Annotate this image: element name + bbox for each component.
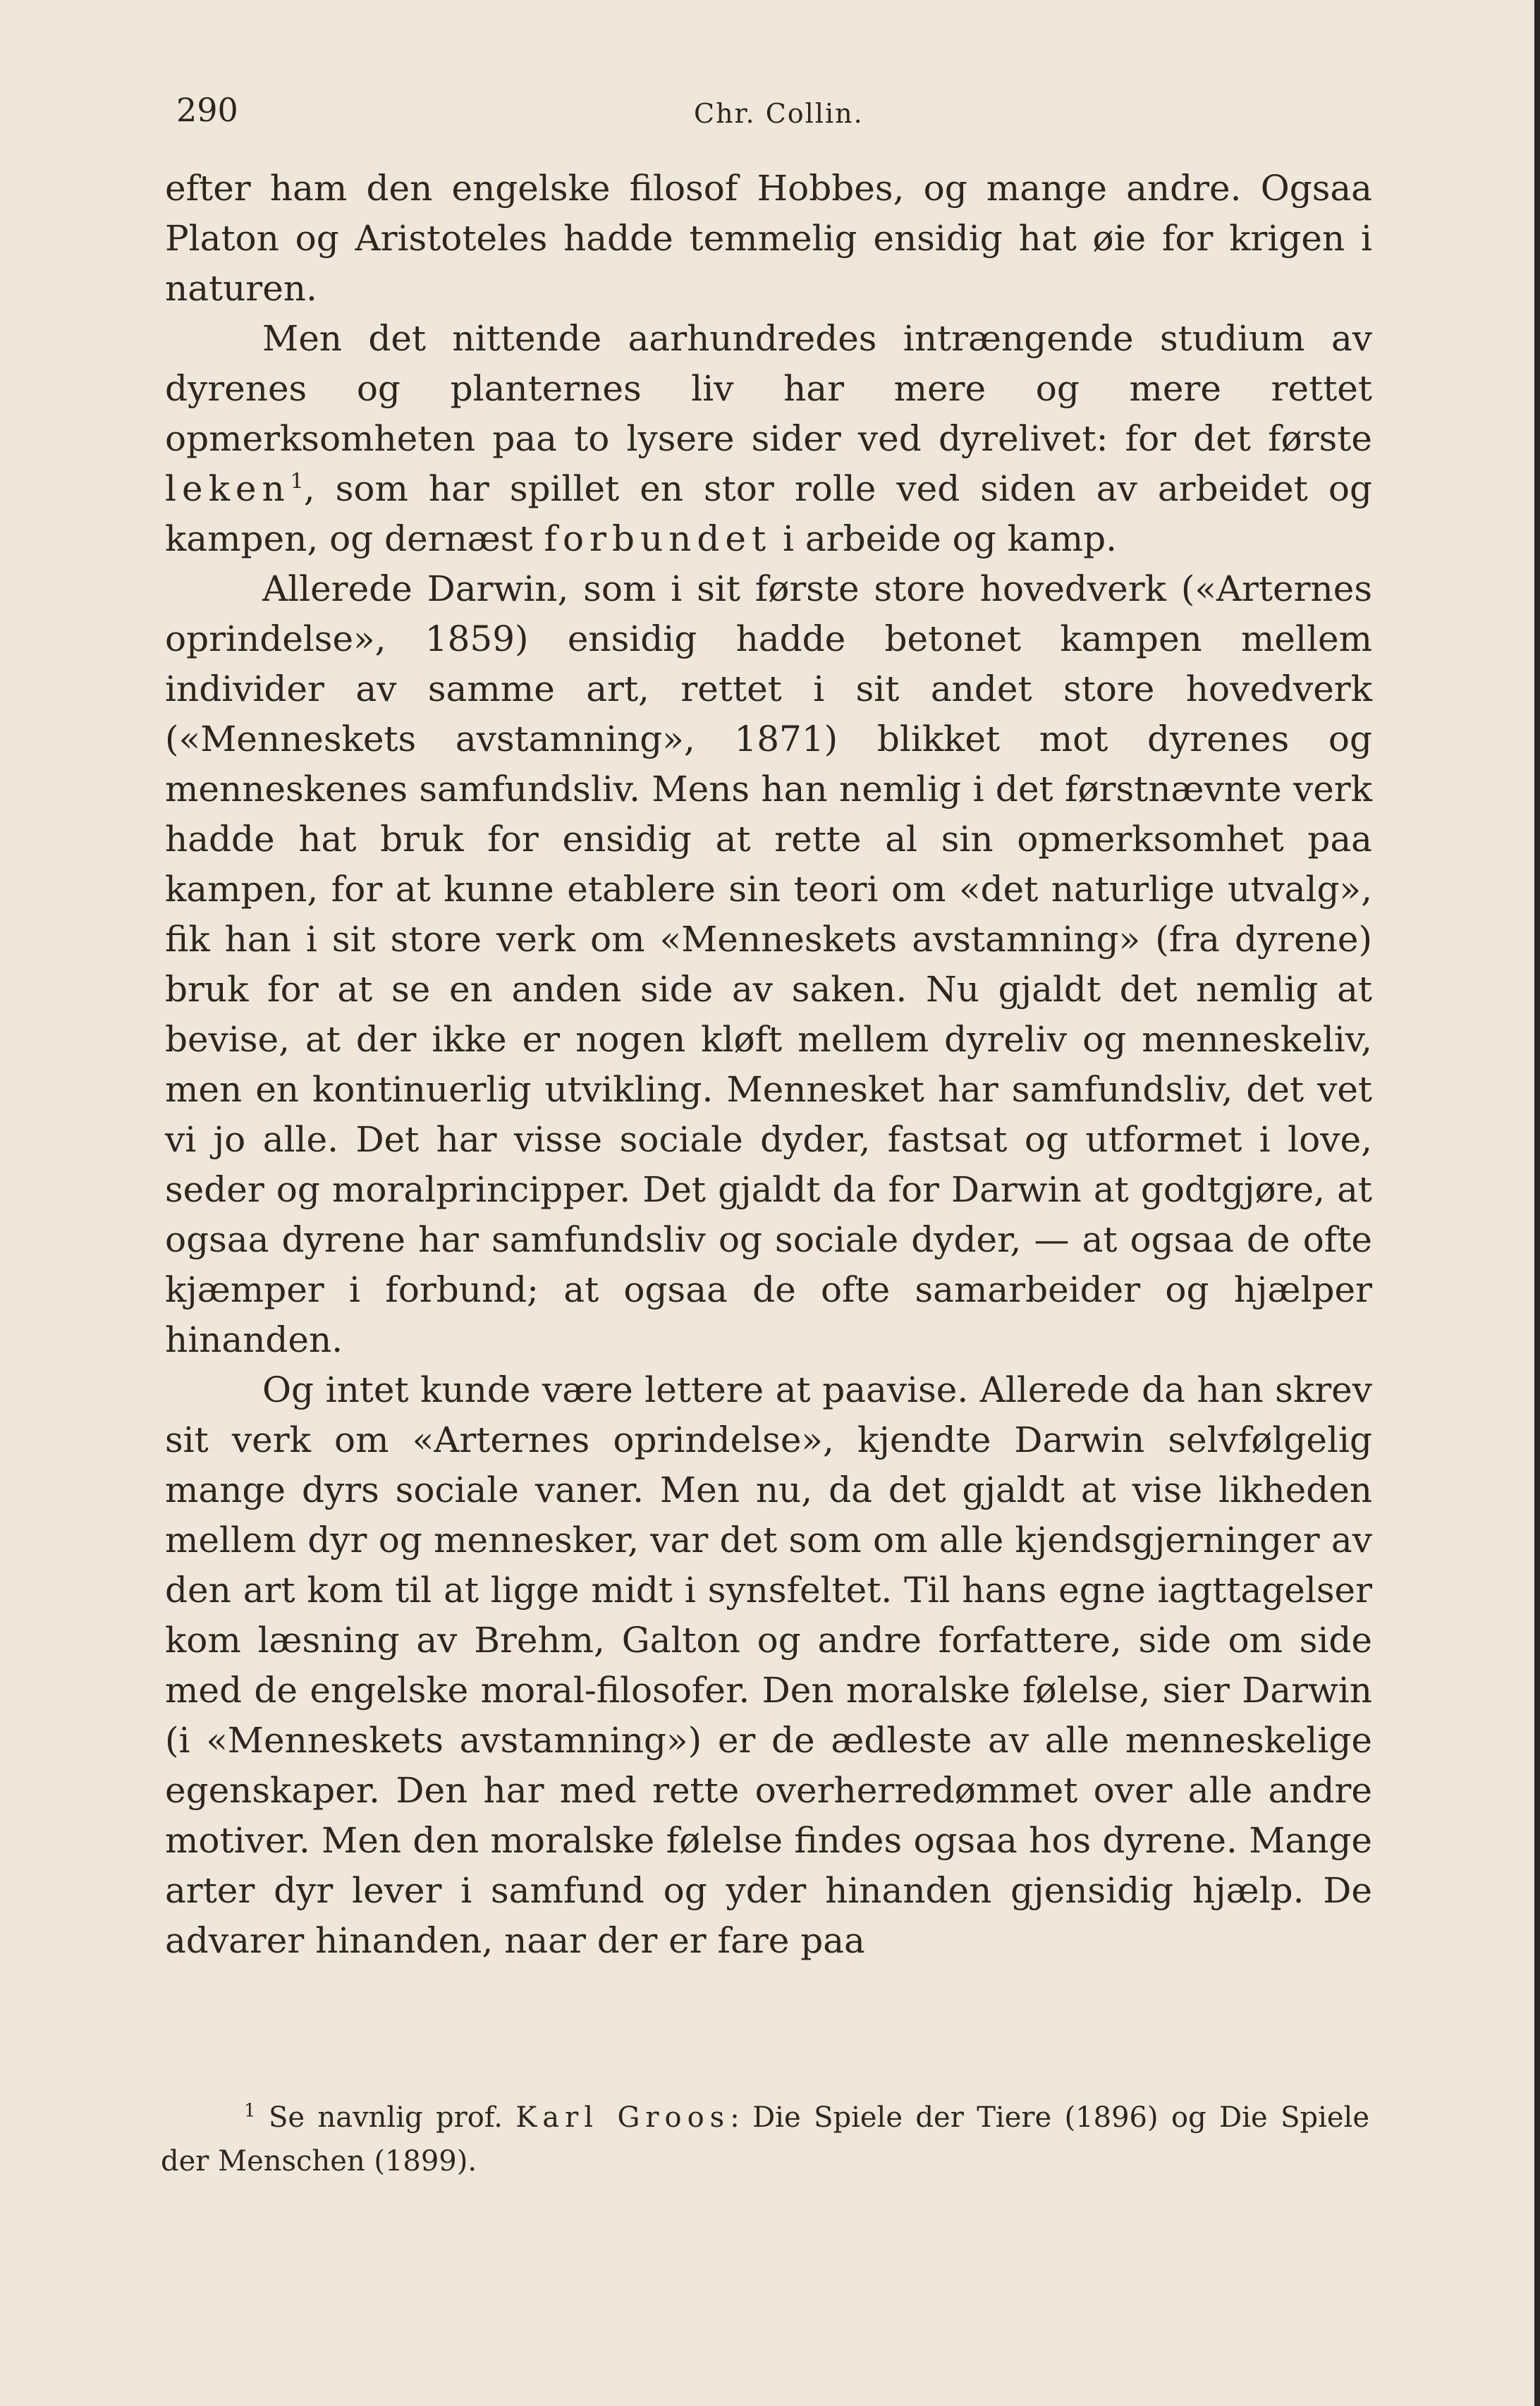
footnote-ref: 1: [290, 469, 304, 494]
paragraph-2-text-a: Men det nittende aarhundredes intrængende studium av dyrenes og planternes liv har mere og mere rettet opmerksomheten paa to lysere sider ved dyrelivet: for det første: [165, 318, 1372, 459]
paragraph-2: [165, 314, 1372, 564]
footnotes: [161, 2096, 1369, 2183]
page-header: [176, 90, 1375, 133]
footnote-marker: 1: [244, 2100, 256, 2122]
paragraph-2-text-c: i arbeide og kamp.: [771, 518, 1118, 559]
page-edge: [1534, 0, 1540, 2406]
spaced-term-leken: leken: [165, 468, 291, 509]
footnote-author: Karl Groos: [515, 2101, 731, 2134]
footnote-text-b: : Die Spiele der Tiere (1896) og Die Spiele der Menschen (1899).: [161, 2101, 1370, 2178]
paragraph-1: efter ham den engelske filosof Hobbes, og mange andre. Ogsaa Platon og Aristoteles hadde temmelig ensidig hat øie for krigen i naturen.: [165, 168, 1372, 309]
body-text: [165, 164, 1372, 1966]
footnote-text-a: Se navnlig prof.: [255, 2101, 516, 2134]
footnote-1: [161, 2096, 1369, 2183]
running-head: Chr. Collin.: [694, 98, 864, 129]
spaced-term-forbundet: forbundet: [544, 518, 772, 559]
paragraph-3: Allerede Darwin, som i sit første store hovedverk («Arternes oprindelse», 1859) ensidig hadde betonet kampen mellem individer av samme art, rettet i sit andet store hovedverk («Menneskets avstamning», 1871) blikket mot dyrenes og menneskenes samfundsliv. Mens han nemlig i det førstnævnte verk hadde hat bruk for ensidig at rette al sin opmerksomhet paa kampen, for at kunne etablere sin teori om «det naturlige utvalg», fik han i sit store verk om «Menneskets avstamning» (fra dyrene) bruk for at se en anden side av saken. Nu gjaldt det nemlig at bevise, at der ikke er nogen kløft mellem dyreliv og menneskeliv, men en kontinuerlig utvikling. Mennesket har samfundsliv, det vet vi jo alle. Det har visse sociale dyder, fastsat og utformet i love, seder og moralprincipper. Det gjaldt da for Darwin at godtgjøre, at ogsaa dyrene har samfundsliv og sociale dyder, — at ogsaa de ofte kjæmper i forbund; at ogsaa de ofte samarbeider og hjælper hinanden.: [165, 568, 1372, 1360]
paragraph-2-text-b: , som har spillet en stor rolle ved siden av arbeidet og kampen, og dernæst: [165, 468, 1372, 559]
page-number: 290: [176, 91, 238, 129]
paragraph-4: Og intet kunde være lettere at paavise. Allerede da han skrev sit verk om «Arternes oprindelse», kjendte Darwin selvfølgelig mange dyrs sociale vaner. Men nu, da det gjaldt at vise likheden mellem dyr og mennesker, var det som om alle kjendsgjerninger av den art kom til at ligge midt i synsfeltet. Til hans egne iagttagelser kom læsning av Brehm, Galton og andre forfattere, side om side med de engelske moral-filosofer. Den moralske følelse, sier Darwin (i «Menneskets avstamning») er de ædleste av alle menneskelige egenskaper. Den har med rette overherredømmet over alle andre motiver. Men den moralske følelse findes ogsaa hos dyrene. Mange arter dyr lever i samfund og yder hinanden gjensidig hjælp. De advarer hinanden, naar der er fare paa: [165, 1369, 1372, 1961]
